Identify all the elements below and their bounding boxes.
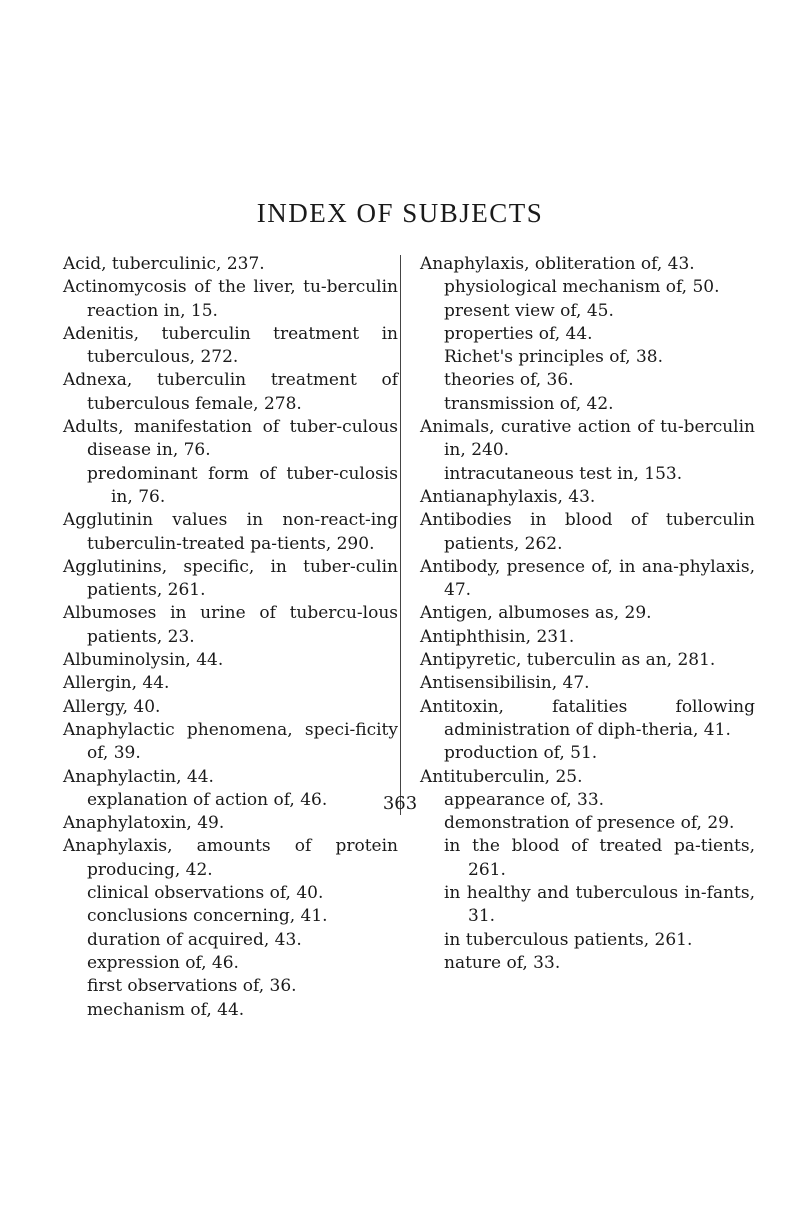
- index-subentry: physiological mechanism of, 50.: [444, 277, 720, 298]
- index-entry: Albuminolysin, 44.: [63, 650, 224, 671]
- index-entry: Allergy, 40.: [63, 696, 161, 717]
- index-subentry: first observations of, 36.: [87, 976, 297, 997]
- index-entry: Antiphthisin, 231.: [420, 626, 575, 647]
- index-subentry: production of, 51.: [444, 743, 598, 764]
- index-entry: Anaphylaxis, amounts of protein producing, 42.: [63, 836, 398, 880]
- index-entry: Albumoses in urine of tubercu-lous patients, 23.: [63, 603, 398, 647]
- index-entry: Adenitis, tuberculin treatment in tuberculous, 272.: [63, 323, 398, 368]
- index-entry: Antisensibilisin, 47.: [420, 673, 590, 694]
- index-subentry: intracutaneous test in, 153.: [444, 463, 683, 484]
- index-subentry: transmission of, 42.: [444, 393, 614, 414]
- index-subentry: demonstration of presence of, 29.: [444, 813, 735, 834]
- index-entry: Allergin, 44.: [63, 673, 170, 694]
- index-subentry: properties of, 44.: [444, 323, 593, 344]
- index-entry: Anaphylatoxin, 49.: [63, 813, 225, 834]
- index-subentry: in healthy and tuberculous in-fants, 31.: [444, 883, 755, 927]
- index-subentry: appearance of, 33.: [444, 789, 605, 810]
- index-subentry: in tuberculous patients, 261.: [444, 929, 693, 950]
- index-subentry: expression of, 46.: [87, 952, 239, 973]
- index-entry: Adnexa, tuberculin treatment of tuberculous female, 278.: [63, 370, 398, 414]
- index-subentry: theories of, 36.: [444, 370, 574, 391]
- index-subentry: in the blood of treated pa-tients, 261.: [444, 836, 755, 880]
- index-entry: Antibody, presence of, in ana-phylaxis, 47.: [420, 556, 755, 601]
- index-subentry: nature of, 33.: [444, 952, 561, 973]
- index-entry: Agglutinins, specific, in tuber-culin patients, 261.: [63, 556, 398, 601]
- index-subentry: mechanism of, 44.: [87, 999, 245, 1020]
- index-entry: Adults, manifestation of tuber-culous disease in, 76.: [63, 417, 398, 461]
- index-entry: Antitoxin, fatalities following administration of diph-theria, 41.: [420, 696, 755, 740]
- index-subentry: duration of acquired, 43.: [87, 929, 302, 950]
- index-entry: Antianaphylaxis, 43.: [420, 486, 596, 507]
- index-entry: Actinomycosis of the liver, tu-berculin reaction in, 15.: [63, 277, 398, 321]
- index-entry: Antibodies in blood of tuberculin patients, 262.: [420, 510, 755, 554]
- index-entry: Acid, tuberculinic, 237.: [63, 254, 265, 274]
- column-divider: [400, 255, 401, 815]
- index-entry: Agglutinin values in non-react-ing tuberculin-treated pa-tients, 290.: [63, 510, 398, 554]
- index-entry: Anaphylactic phenomena, speci-ficity of, 39.: [63, 719, 398, 764]
- index-entry: Animals, curative action of tu-berculin in, 240.: [420, 417, 755, 461]
- index-column-left: [63, 253, 398, 1022]
- index-subentry: conclusions concerning, 41.: [87, 906, 328, 927]
- index-entry: Anaphylactin, 44.: [63, 766, 214, 787]
- page-title: INDEX OF SUBJECTS: [256, 198, 544, 228]
- page-number: 363: [382, 793, 418, 814]
- index-subentry: explanation of action of, 46.: [87, 789, 328, 810]
- index-subentry: Richet's principles of, 38.: [444, 347, 664, 368]
- index-entry: Anaphylaxis, obliteration of, 43.: [420, 254, 695, 274]
- index-entry: Antipyretic, tuberculin as an, 281.: [420, 650, 716, 671]
- index-entry: Antituberculin, 25.: [420, 766, 583, 787]
- index-column-right: [420, 253, 755, 975]
- index-subentry: clinical observations of, 40.: [87, 883, 324, 904]
- index-entry: Antigen, albumoses as, 29.: [420, 603, 652, 624]
- index-subentry: predominant form of tuber-culosis in, 76.: [87, 463, 398, 507]
- index-subentry: present view of, 45.: [444, 300, 614, 321]
